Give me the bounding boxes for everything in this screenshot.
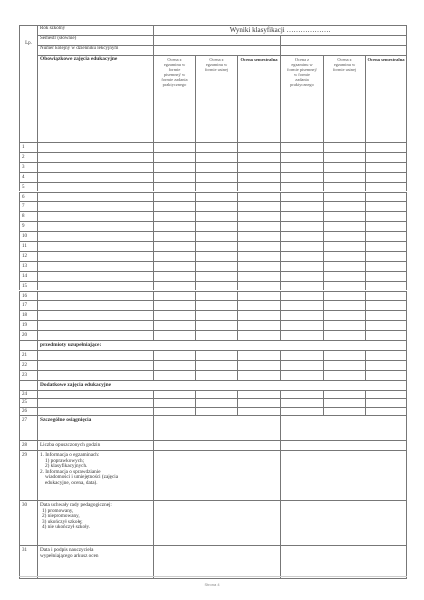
row-number-1: 1: [19, 142, 37, 152]
subject-name-cell[interactable]: [37, 162, 153, 172]
grade-cell[interactable]: [195, 192, 237, 202]
grade-cell[interactable]: [237, 251, 280, 261]
teacher-signature-cell-2[interactable]: [280, 545, 407, 579]
exams-info-cell-1[interactable]: [153, 450, 280, 500]
row-number-13: 13: [19, 261, 37, 271]
grade-cell[interactable]: [280, 162, 323, 172]
grade-cell[interactable]: [323, 142, 365, 152]
grade-cell[interactable]: [323, 330, 365, 340]
exams-line-6: edukacyjne, ocena, data).: [45, 479, 98, 486]
grade-cell[interactable]: [365, 291, 407, 301]
row-number-2: 2: [19, 152, 37, 162]
grade-cell[interactable]: [280, 390, 323, 398]
subject-name-cell[interactable]: [37, 370, 153, 380]
grade-cell[interactable]: [323, 192, 365, 202]
exams-line-1: 1. Informacja o egzaminach:: [40, 452, 100, 458]
col-written-exam-1: Ocena z egzaminu w formie pisemnej/ w formie zadania praktycznego: [153, 55, 195, 142]
grade-cell[interactable]: [280, 407, 323, 415]
grade-cell[interactable]: [280, 300, 323, 310]
grade-cell[interactable]: [323, 172, 365, 182]
grade-cell[interactable]: [237, 211, 280, 221]
grade-cell[interactable]: [237, 231, 280, 241]
grade-cell[interactable]: [195, 142, 237, 152]
row-number-10: 10: [19, 231, 37, 241]
col-oral-exam-1: Ocena z egzaminu w formie ustnej: [195, 55, 237, 142]
special-achievements-cell-2[interactable]: [280, 415, 407, 440]
grade-cell[interactable]: [365, 300, 407, 310]
grade-cell[interactable]: [280, 281, 323, 291]
subject-name-cell[interactable]: [37, 360, 153, 370]
row-number-20: 20: [19, 330, 37, 340]
col-written-exam-2: Ocena z egzaminu w formie pisemnej/ w formie zadania praktycznego: [280, 55, 323, 142]
absences-cell-2[interactable]: [280, 440, 407, 450]
grade-cell[interactable]: [365, 320, 407, 330]
grade-cell[interactable]: [195, 261, 237, 271]
grade-cell[interactable]: [280, 310, 323, 320]
grade-cell[interactable]: [237, 182, 280, 192]
grade-cell[interactable]: [280, 251, 323, 261]
row-number-16: 16: [19, 291, 37, 301]
grade-cell[interactable]: [365, 162, 407, 172]
subject-name-cell[interactable]: [37, 201, 153, 211]
grade-cell[interactable]: [280, 261, 323, 271]
grade-cell[interactable]: [195, 300, 237, 310]
grade-cell[interactable]: [280, 320, 323, 330]
grade-cell[interactable]: [237, 152, 280, 162]
grade-cell[interactable]: [195, 182, 237, 192]
grade-cell[interactable]: [237, 310, 280, 320]
grade-cell[interactable]: [323, 221, 365, 231]
absences-cell-1[interactable]: [153, 440, 280, 450]
exams-line-2: 1) poprawkowych;: [45, 457, 85, 464]
grade-cell[interactable]: [153, 162, 195, 172]
grade-cell[interactable]: [153, 300, 195, 310]
row-number-5: 5: [19, 182, 37, 192]
grade-cell[interactable]: [365, 182, 407, 192]
grade-cell[interactable]: [195, 211, 237, 221]
grade-cell[interactable]: [323, 300, 365, 310]
subject-name-cell[interactable]: [37, 271, 153, 281]
grade-cell[interactable]: [237, 142, 280, 152]
exams-info-cell-2[interactable]: [280, 450, 407, 500]
row-number-25: 25: [19, 398, 37, 406]
row-number-15: 15: [19, 281, 37, 291]
grade-cell[interactable]: [195, 172, 237, 182]
grade-cell[interactable]: [365, 152, 407, 162]
mandatory-subjects-header: Obowiązkowe zajęcia edukacyjne: [37, 55, 153, 142]
row-number-28: 28: [19, 440, 37, 450]
grade-cell[interactable]: [365, 271, 407, 281]
row-number-30: 30: [19, 500, 37, 545]
school-year-label: Rok szkolny: [37, 25, 153, 35]
resolution-line-5: 4) nie ukończył szkoły.: [42, 524, 91, 531]
subject-name-cell[interactable]: [37, 320, 153, 330]
subject-name-cell[interactable]: [37, 407, 153, 415]
grade-cell[interactable]: [280, 271, 323, 281]
row-number-29: 29: [19, 450, 37, 500]
grade-cell[interactable]: [365, 142, 407, 152]
results-title: Wyniki klasyfikacji ……………….: [153, 25, 407, 35]
grade-cell[interactable]: [195, 221, 237, 231]
grade-cell[interactable]: [153, 398, 195, 406]
grade-cell[interactable]: [280, 192, 323, 202]
subject-name-cell[interactable]: [37, 330, 153, 340]
grade-cell[interactable]: [153, 261, 195, 271]
grade-cell[interactable]: [195, 320, 237, 330]
grade-cell[interactable]: [195, 281, 237, 291]
resolution-line-1: Data uchwały rady pedagogicznej:: [40, 502, 112, 508]
subject-name-cell[interactable]: [37, 281, 153, 291]
resolution-line-2: 1) promowany,: [42, 507, 74, 514]
subject-name-cell[interactable]: [37, 241, 153, 251]
teacher-signature-cell-1[interactable]: [153, 545, 280, 579]
subject-name-cell[interactable]: [37, 192, 153, 202]
grade-cell[interactable]: [237, 360, 280, 370]
grade-cell[interactable]: [237, 398, 280, 406]
grade-cell[interactable]: [365, 261, 407, 271]
grade-cell[interactable]: [237, 350, 280, 360]
grade-cell[interactable]: [365, 390, 407, 398]
special-achievements-cell-1[interactable]: [153, 415, 280, 440]
grade-cell[interactable]: [323, 398, 365, 406]
grade-cell[interactable]: [280, 201, 323, 211]
row-number-11: 11: [19, 241, 37, 251]
grade-cell[interactable]: [280, 182, 323, 192]
grade-cell[interactable]: [153, 241, 195, 251]
row-number-7: 7: [19, 201, 37, 211]
grade-cell[interactable]: [237, 407, 280, 415]
grade-cell[interactable]: [153, 182, 195, 192]
subject-name-cell[interactable]: [37, 291, 153, 301]
grade-cell[interactable]: [237, 390, 280, 398]
absences-label: Liczba opuszczonych godzin: [37, 440, 153, 450]
subject-name-cell[interactable]: [37, 390, 153, 398]
subject-name-cell[interactable]: [37, 310, 153, 320]
resolution-line-3: 2) niepromowany,: [42, 513, 80, 520]
journal-cell-2[interactable]: [280, 45, 407, 55]
grade-cell[interactable]: [365, 310, 407, 320]
grade-cell[interactable]: [237, 201, 280, 211]
row-number-24: 24: [19, 390, 37, 398]
row-number-22: 22: [19, 360, 37, 370]
grade-cell[interactable]: [323, 390, 365, 398]
subject-name-cell[interactable]: [37, 231, 153, 241]
grade-cell[interactable]: [237, 281, 280, 291]
grade-cell[interactable]: [280, 241, 323, 251]
grade-cell[interactable]: [237, 291, 280, 301]
grade-cell[interactable]: [195, 370, 237, 380]
council-resolution-cell-2[interactable]: [280, 500, 407, 545]
grade-cell[interactable]: [323, 261, 365, 271]
grade-cell[interactable]: [323, 152, 365, 162]
grade-cell[interactable]: [237, 271, 280, 281]
row-number-3: 3: [19, 162, 37, 172]
grade-cell[interactable]: [195, 271, 237, 281]
grade-cell[interactable]: [323, 241, 365, 251]
subject-name-cell[interactable]: [37, 211, 153, 221]
grade-cell[interactable]: [323, 162, 365, 172]
grade-cell[interactable]: [365, 221, 407, 231]
grade-cell[interactable]: [280, 370, 323, 380]
grade-cell[interactable]: [237, 330, 280, 340]
grade-cell[interactable]: [153, 320, 195, 330]
grade-cell[interactable]: [323, 281, 365, 291]
grade-cell[interactable]: [280, 142, 323, 152]
row-number-9: 9: [19, 221, 37, 231]
grade-cell[interactable]: [323, 291, 365, 301]
subject-name-cell[interactable]: [37, 261, 153, 271]
grade-cell[interactable]: [237, 172, 280, 182]
grade-cell[interactable]: [365, 398, 407, 406]
col-semester-grade-2: Ocena semestralna: [365, 55, 407, 142]
grade-cell[interactable]: [280, 360, 323, 370]
journal-number-label: Numer kolejny w dzienniku lekcyjnym: [37, 45, 153, 55]
grade-cell[interactable]: [280, 211, 323, 221]
row-number-18: 18: [19, 310, 37, 320]
subject-name-cell[interactable]: [37, 251, 153, 261]
grade-cell[interactable]: [153, 152, 195, 162]
grade-cell[interactable]: [365, 231, 407, 241]
semester-label: Semestr (słownie): [37, 35, 153, 45]
grade-cell[interactable]: [280, 231, 323, 241]
grade-cell[interactable]: [323, 251, 365, 261]
supplementary-subjects-label: przedmioty uzupełniające:: [37, 340, 407, 350]
grade-cell[interactable]: [153, 251, 195, 261]
semester-cell-2[interactable]: [280, 35, 407, 45]
additional-classes-label: Dodatkowe zajęcia edukacyjne: [37, 380, 407, 390]
grade-cell[interactable]: [195, 162, 237, 172]
council-resolution-cell-1[interactable]: [153, 500, 280, 545]
grade-cell[interactable]: [365, 350, 407, 360]
grade-cell[interactable]: [237, 241, 280, 251]
lp-header: Lp.: [19, 25, 37, 142]
grade-cell[interactable]: [280, 291, 323, 301]
grade-cell[interactable]: [365, 281, 407, 291]
exams-line-4: 2. Informacja o sprawdzianie: [40, 468, 101, 475]
grade-cell[interactable]: [365, 201, 407, 211]
grade-cell[interactable]: [323, 370, 365, 380]
grade-cell[interactable]: [153, 281, 195, 291]
grade-cell[interactable]: [237, 300, 280, 310]
grade-cell[interactable]: [280, 350, 323, 360]
grade-cell[interactable]: [365, 370, 407, 380]
grade-cell[interactable]: [365, 172, 407, 182]
grade-cell[interactable]: [323, 201, 365, 211]
grade-cell[interactable]: [323, 407, 365, 415]
grade-cell[interactable]: [153, 350, 195, 360]
resolution-line-4: 3) ukończył szkołę;: [42, 518, 83, 525]
grade-cell[interactable]: [280, 172, 323, 182]
grade-cell[interactable]: [365, 330, 407, 340]
grade-cell[interactable]: [195, 398, 237, 406]
subject-name-cell[interactable]: [37, 398, 153, 406]
grade-cell[interactable]: [195, 350, 237, 360]
signature-line-2: wypełniającego arkusz ocen: [40, 552, 99, 559]
grade-cell[interactable]: [237, 192, 280, 202]
row-number-4: 4: [19, 172, 37, 182]
grade-cell[interactable]: [195, 231, 237, 241]
grade-cell[interactable]: [195, 407, 237, 415]
col-oral-exam-2: Ocena z egzaminu w formie ustnej: [323, 55, 365, 142]
grade-cell[interactable]: [280, 221, 323, 231]
grade-cell[interactable]: [280, 398, 323, 406]
exams-line-5: wiadomości i umiejętności (zajęcia: [45, 474, 119, 481]
grade-cell[interactable]: [237, 370, 280, 380]
grade-cell[interactable]: [237, 320, 280, 330]
grade-cell[interactable]: [153, 271, 195, 281]
grade-cell[interactable]: [153, 201, 195, 211]
grade-cell[interactable]: [323, 320, 365, 330]
grade-cell[interactable]: [153, 310, 195, 320]
grade-cell[interactable]: [365, 192, 407, 202]
footer-rule: [19, 576, 407, 577]
grade-cell[interactable]: [153, 192, 195, 202]
grade-cell[interactable]: [280, 330, 323, 340]
grade-cell[interactable]: [195, 330, 237, 340]
grade-cell[interactable]: [323, 310, 365, 320]
row-number-19: 19: [19, 320, 37, 330]
subject-name-cell[interactable]: [37, 182, 153, 192]
row-number-12: 12: [19, 251, 37, 261]
grade-cell[interactable]: [237, 162, 280, 172]
subject-name-cell[interactable]: [37, 350, 153, 360]
grade-cell[interactable]: [153, 360, 195, 370]
grade-cell[interactable]: [323, 271, 365, 281]
grade-cell[interactable]: [153, 390, 195, 398]
signature-line-1: Data i podpis nauczyciela: [40, 547, 94, 553]
grade-cell[interactable]: [195, 291, 237, 301]
subject-name-cell[interactable]: [37, 172, 153, 182]
grade-cell[interactable]: [153, 291, 195, 301]
row-number-23: 23: [19, 370, 37, 380]
subject-name-cell[interactable]: [37, 152, 153, 162]
row-number-17: 17: [19, 300, 37, 310]
row-number-31: 31: [19, 545, 37, 579]
grade-cell[interactable]: [365, 211, 407, 221]
grade-cell[interactable]: [153, 330, 195, 340]
row-number-26: 26: [19, 407, 37, 415]
grade-cell[interactable]: [365, 251, 407, 261]
row-number-6: 6: [19, 192, 37, 202]
grade-cell[interactable]: [195, 152, 237, 162]
grade-cell[interactable]: [365, 407, 407, 415]
grade-cell[interactable]: [195, 310, 237, 320]
grade-cell[interactable]: [323, 231, 365, 241]
grade-cell[interactable]: [323, 211, 365, 221]
council-resolution-label: [37, 500, 153, 545]
grade-cell[interactable]: [280, 152, 323, 162]
grade-cell[interactable]: [195, 251, 237, 261]
grade-cell[interactable]: [153, 221, 195, 231]
grade-cell[interactable]: [365, 241, 407, 251]
grade-cell[interactable]: [323, 182, 365, 192]
grade-cell[interactable]: [195, 390, 237, 398]
journal-cell-1[interactable]: [153, 45, 280, 55]
row-number-27: 27: [19, 415, 37, 440]
row-number-8: 8: [19, 211, 37, 221]
subject-name-cell[interactable]: [37, 142, 153, 152]
grade-cell[interactable]: [153, 407, 195, 415]
grade-cell[interactable]: [195, 201, 237, 211]
grade-cell[interactable]: [195, 241, 237, 251]
grade-cell[interactable]: [237, 221, 280, 231]
grade-cell[interactable]: [323, 360, 365, 370]
special-achievements-label: Szczególne osiągnięcia: [37, 415, 153, 440]
grade-cell[interactable]: [237, 261, 280, 271]
grade-sheet-table: [19, 25, 407, 559]
grade-cell[interactable]: [153, 231, 195, 241]
grade-cell[interactable]: [195, 360, 237, 370]
additional-lp-cell: [19, 380, 37, 390]
semester-cell-1[interactable]: [153, 35, 280, 45]
grade-cell[interactable]: [323, 350, 365, 360]
row-number-14: 14: [19, 271, 37, 281]
exams-line-3: 2) klasyfikacyjnych.: [45, 463, 88, 470]
col-semester-grade-1: Ocena semestralna: [237, 55, 280, 142]
subject-name-cell[interactable]: [37, 221, 153, 231]
grade-cell[interactable]: [153, 142, 195, 152]
exams-info-label: [37, 450, 153, 500]
row-number-21: 21: [19, 350, 37, 360]
grade-cell[interactable]: [153, 211, 195, 221]
grade-cell[interactable]: [365, 360, 407, 370]
grade-cell[interactable]: [153, 370, 195, 380]
page-footer: Strona 4: [204, 582, 220, 587]
supplementary-lp-cell: [19, 340, 37, 350]
grade-cell[interactable]: [153, 172, 195, 182]
subject-name-cell[interactable]: [37, 300, 153, 310]
teacher-signature-label: [37, 545, 153, 579]
